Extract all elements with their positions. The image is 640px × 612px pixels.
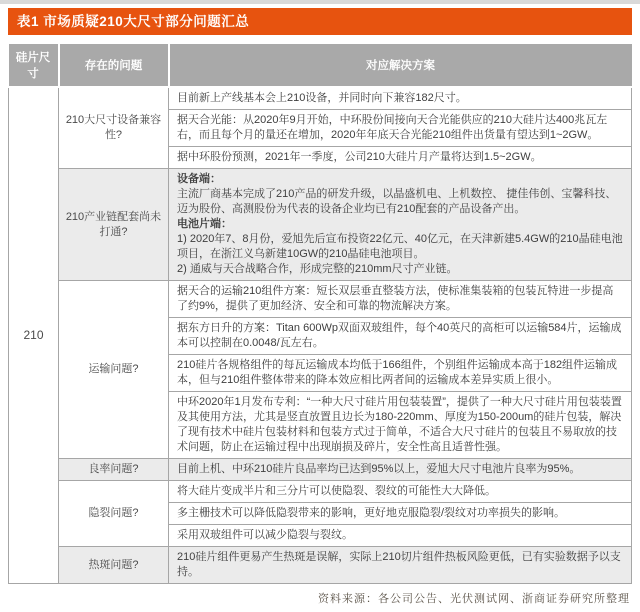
cell-side-item: 2) 通威与天合战略合作，形成完整的210mm尺寸产业链。 [177, 263, 458, 275]
equipment-side-text: 主流厂商基本完成了210产品的研发升级，以晶盛机电、上机数控、 捷佳伟创、宝馨科技、迈为股份、高测股份为代表的设备企业均已有210配套的产品设备产出。 [177, 188, 617, 215]
source-note: 资料来源：各公司公告、光伏测试网、浙商证券研究所整理 [318, 593, 630, 605]
solution-cell: 据中环股份预测，2021年一季度，公司210大硅片月产量将达到1.5~2GW。 [169, 147, 632, 169]
problem-cell-transport: 运输问题? [59, 281, 169, 459]
column-header-problem: 存在的问题 [59, 43, 169, 87]
problem-cell-microcrack: 隐裂问题? [59, 481, 169, 547]
solution-cell: 中环2020年1月发布专利：“一种大尺寸硅片用包装装置”，提供了一种大尺寸硅片用包装装置及其使用方法，尤其是竖直放置且边长为180-220mm、厚度为150-200um的硅片包装，解决了现有技术中硅片包装材料和包装方式过于简单，不适合大尺寸硅片的包装且不易取放的技术问题，防止在运输过程中出现崩损及碎片，安全性高且适普性强。 [169, 392, 632, 459]
equipment-side-label: 设备端： [177, 173, 221, 185]
problem-cell-compatibility: 210大尺寸设备兼容性? [59, 87, 169, 169]
solution-cell-supply-chain [169, 169, 632, 281]
table-row [9, 169, 632, 281]
wafer-size-cell: 210 [9, 87, 59, 584]
solution-cell: 将大硅片变成半片和三分片可以使隐裂、裂纹的可能性大大降低。 [169, 481, 632, 503]
header-row [9, 43, 632, 87]
table-content [0, 8, 640, 606]
problem-cell-hotspot: 热斑问题? [59, 547, 169, 584]
solution-cell: 采用双玻组件可以减少隐裂与裂纹。 [169, 525, 632, 547]
report-table [8, 42, 632, 584]
column-header-wafer-size: 硅片尺寸 [9, 43, 59, 87]
cell-side-item: 1) 2020年7、8月份，爱旭先后宣布投资22亿元、40亿元，在天津新建5.4GW的210晶硅电池项目，在浙江义乌新建10GW的210晶硅电池项目。 [177, 233, 623, 260]
table-row [9, 459, 632, 481]
solution-cell: 210硅片各规格组件的每瓦运输成本均低于166组件，个别组件运输成本高于182组件运输成本，但与210组件整体带来的降本效应相比两者间的运输成本差异实质上很小。 [169, 355, 632, 392]
title-gap [8, 35, 632, 42]
solution-cell: 目前上机、中环210硅片良品率均已达到95%以上，爱旭大尺寸电池片良率为95%。 [169, 459, 632, 481]
table-title: 表1 市场质疑210大尺寸部分问题汇总 [17, 14, 250, 29]
column-header-solution: 对应解决方案 [169, 43, 632, 87]
problem-cell-yield: 良率问题? [59, 459, 169, 481]
solution-cell: 据东方日升的方案：Titan 600Wp双面双玻组件，每个40英尺的高柜可以运输584片，运输成本可以控制在0.0048/瓦左右。 [169, 318, 632, 355]
table-title-bar [8, 8, 632, 35]
problem-cell-supply-chain: 210产业链配套尚未打通? [59, 169, 169, 281]
table-row [9, 481, 632, 503]
table-row [9, 87, 632, 110]
solution-cell: 目前新上产线基本会上210设备，并同时向下兼容182尺寸。 [169, 87, 632, 110]
table-row [9, 281, 632, 318]
cell-side-label: 电池片端： [177, 218, 232, 230]
solution-cell: 多主栅技术可以降低隐裂带来的影响，更好地克服隐裂/裂纹对功率损失的影响。 [169, 503, 632, 525]
solution-cell: 210硅片组件更易产生热斑是误解，实际上210切片组件热板风险更低，已有实验数据予以支持。 [169, 547, 632, 584]
solution-cell: 据天合的运输210组件方案：短长双层垂直整装方法，使标准集装箱的包装瓦特进一步提高了约9%，提供了更加经济、安全和可靠的物流解决方案。 [169, 281, 632, 318]
top-divider [0, 0, 640, 4]
table-row [9, 547, 632, 584]
solution-cell: 据天合光能：从2020年9月开始，中环股份间接向天合光能供应的210大硅片达400兆瓦左右，而且每个月的量还在增加，2020年年底天合光能210组件出货量有望达到1~2GW。 [169, 110, 632, 147]
